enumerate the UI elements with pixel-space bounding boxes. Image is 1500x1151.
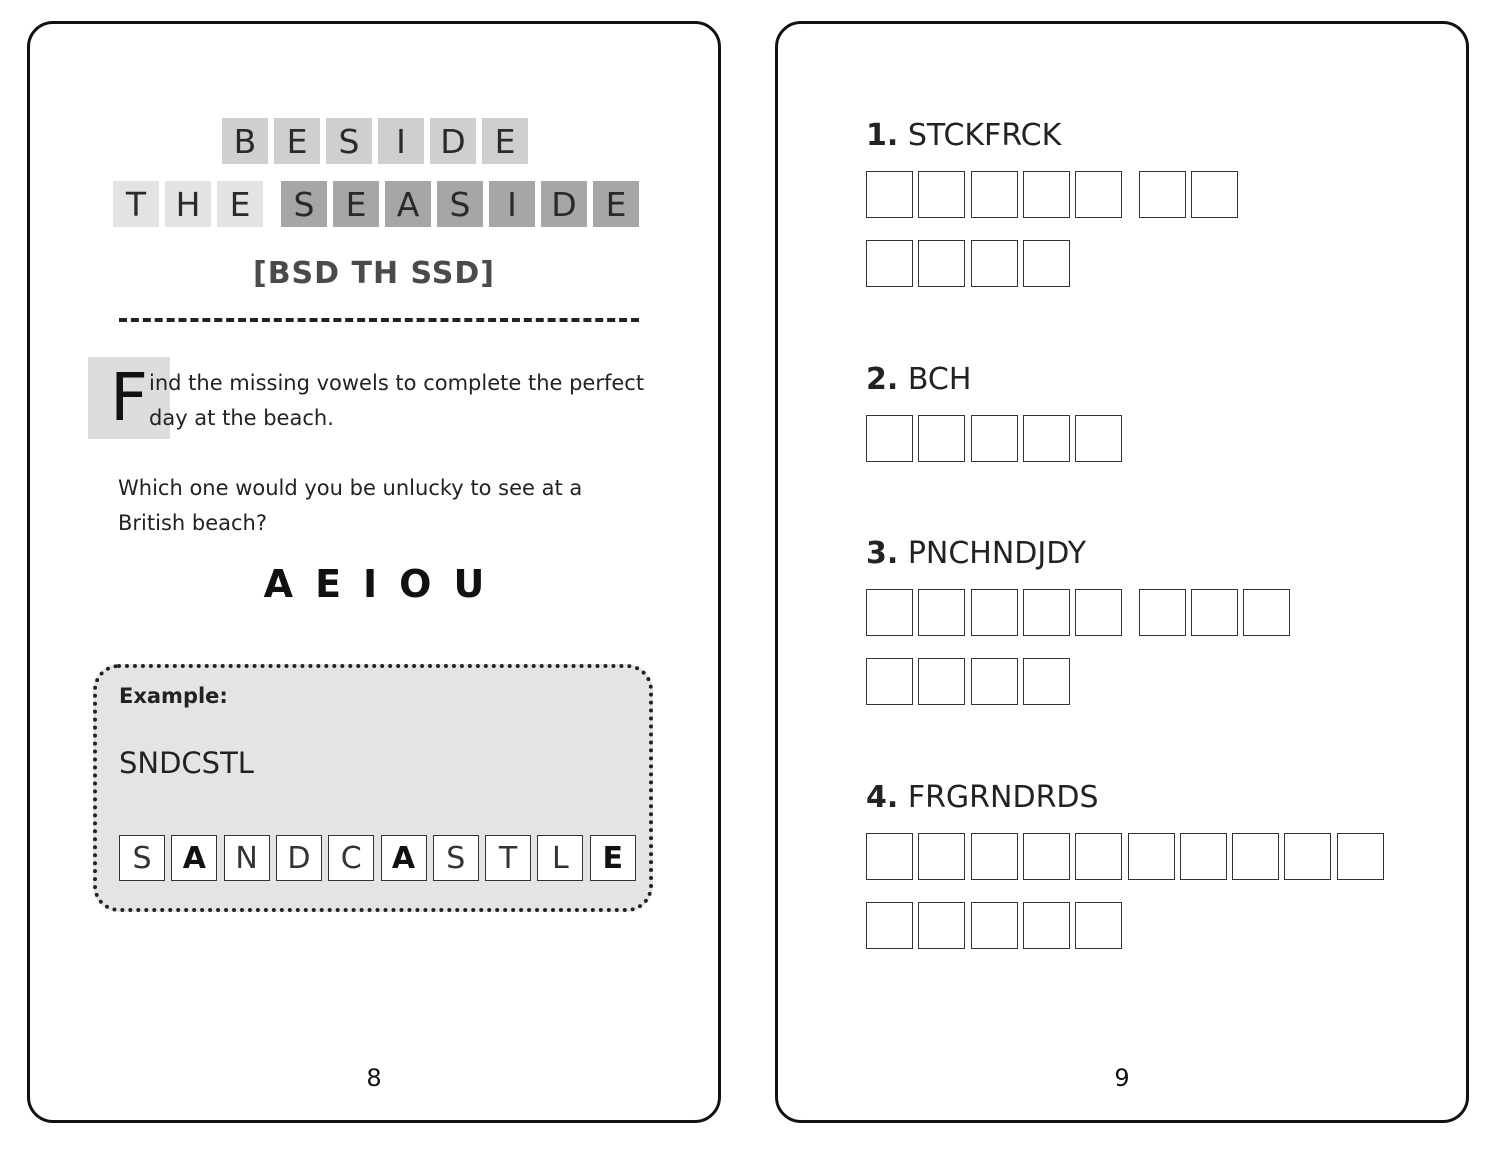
example-clue: SNDCSTL (119, 746, 254, 780)
answer-box[interactable] (918, 240, 965, 287)
answer-box[interactable] (1243, 589, 1290, 636)
answer-box[interactable] (866, 415, 913, 462)
example-label: Example: (119, 684, 228, 708)
title-letter-tile: E (217, 181, 263, 227)
answer-box[interactable] (971, 415, 1018, 462)
answer-box[interactable] (866, 171, 913, 218)
example-answer-box: A (171, 835, 217, 881)
answer-box[interactable] (971, 833, 1018, 880)
intro-text-line-1: ind the missing vowels to complete the perfect (149, 371, 645, 395)
answer-box[interactable] (1180, 833, 1227, 880)
answer-box[interactable] (1075, 902, 1122, 949)
example-box (93, 664, 653, 912)
answer-box[interactable] (918, 902, 965, 949)
title-letter-tile: S (326, 118, 372, 164)
example-answer-box: S (433, 835, 479, 881)
drop-cap: F (88, 357, 170, 439)
answer-box[interactable] (971, 902, 1018, 949)
example-answer-box: E (590, 835, 636, 881)
clue-text: BCH (907, 362, 972, 397)
left-page (27, 21, 721, 1123)
question-text-line-2: British beach? (118, 511, 267, 535)
answer-box[interactable] (1023, 415, 1070, 462)
example-answer-box: T (485, 835, 531, 881)
answer-box[interactable] (918, 658, 965, 705)
title-letter-tile: B (222, 118, 268, 164)
title-letter-tile: E (482, 118, 528, 164)
clue-text: PNCHNDJDY (907, 536, 1087, 571)
example-answer-box: S (119, 835, 165, 881)
vowels-list: AEIOU (263, 562, 507, 606)
example-answer-box: N (224, 835, 270, 881)
page-number: 8 (366, 1064, 382, 1092)
title-letter-tile: T (113, 181, 159, 227)
answer-box[interactable] (1232, 833, 1279, 880)
answer-box[interactable] (1191, 171, 1238, 218)
example-answer-box: A (381, 835, 427, 881)
title-letter-tile: D (541, 181, 587, 227)
clue-text: FRGRNDRDS (907, 780, 1099, 815)
title-letter-tile: E (593, 181, 639, 227)
answer-box[interactable] (1284, 833, 1331, 880)
example-answer-box: C (328, 835, 374, 881)
title-letter-tile: H (165, 181, 211, 227)
clue-number: 3. (866, 536, 899, 571)
answer-box[interactable] (1075, 415, 1122, 462)
answer-box[interactable] (866, 589, 913, 636)
dashed-divider (119, 318, 639, 322)
answer-box[interactable] (1023, 589, 1070, 636)
answer-box[interactable] (971, 240, 1018, 287)
title-letter-tile: I (489, 181, 535, 227)
clue-1 (866, 118, 1061, 153)
title-letter-tile: S (281, 181, 327, 227)
answer-box[interactable] (1075, 171, 1122, 218)
title-line-1 (222, 118, 532, 164)
answer-box[interactable] (1023, 171, 1070, 218)
example-answer-box: L (537, 835, 583, 881)
answer-box[interactable] (866, 658, 913, 705)
title-letter-tile: I (378, 118, 424, 164)
clue-text: STCKFRCK (907, 118, 1062, 153)
answer-box[interactable] (1191, 589, 1238, 636)
answer-box[interactable] (971, 171, 1018, 218)
clue-2 (866, 362, 971, 397)
answer-box[interactable] (1075, 833, 1122, 880)
answer-box[interactable] (866, 833, 913, 880)
clue-4 (866, 780, 1099, 815)
clue-number: 4. (866, 780, 899, 815)
right-page (775, 21, 1469, 1123)
answer-box[interactable] (1128, 833, 1175, 880)
answer-box[interactable] (1023, 833, 1070, 880)
title-letter-tile: E (274, 118, 320, 164)
answer-box[interactable] (1139, 171, 1186, 218)
answer-box[interactable] (1023, 902, 1070, 949)
answer-box[interactable] (866, 902, 913, 949)
answer-box[interactable] (918, 833, 965, 880)
title-letter-tile: A (385, 181, 431, 227)
answer-box[interactable] (918, 415, 965, 462)
answer-box[interactable] (971, 589, 1018, 636)
example-answer-box: D (276, 835, 322, 881)
title-letter-tile: D (430, 118, 476, 164)
answer-box[interactable] (918, 589, 965, 636)
answer-box[interactable] (971, 658, 1018, 705)
answer-box[interactable] (1075, 589, 1122, 636)
answer-box[interactable] (1139, 589, 1186, 636)
clue-number: 2. (866, 362, 899, 397)
intro-text-line-2: day at the beach. (149, 406, 334, 430)
answer-box[interactable] (918, 171, 965, 218)
title-letter-tile: E (333, 181, 379, 227)
clue-3 (866, 536, 1086, 571)
question-text-line-1: Which one would you be unlucky to see at a (118, 476, 583, 500)
answer-box[interactable] (1023, 240, 1070, 287)
subtitle: [BSD TH SSD] (252, 256, 496, 291)
page-number: 9 (1114, 1064, 1130, 1092)
answer-box[interactable] (1023, 658, 1070, 705)
title-line-2 (113, 181, 643, 227)
answer-box[interactable] (866, 240, 913, 287)
clue-number: 1. (866, 118, 899, 153)
title-letter-tile: S (437, 181, 483, 227)
answer-box[interactable] (1337, 833, 1384, 880)
